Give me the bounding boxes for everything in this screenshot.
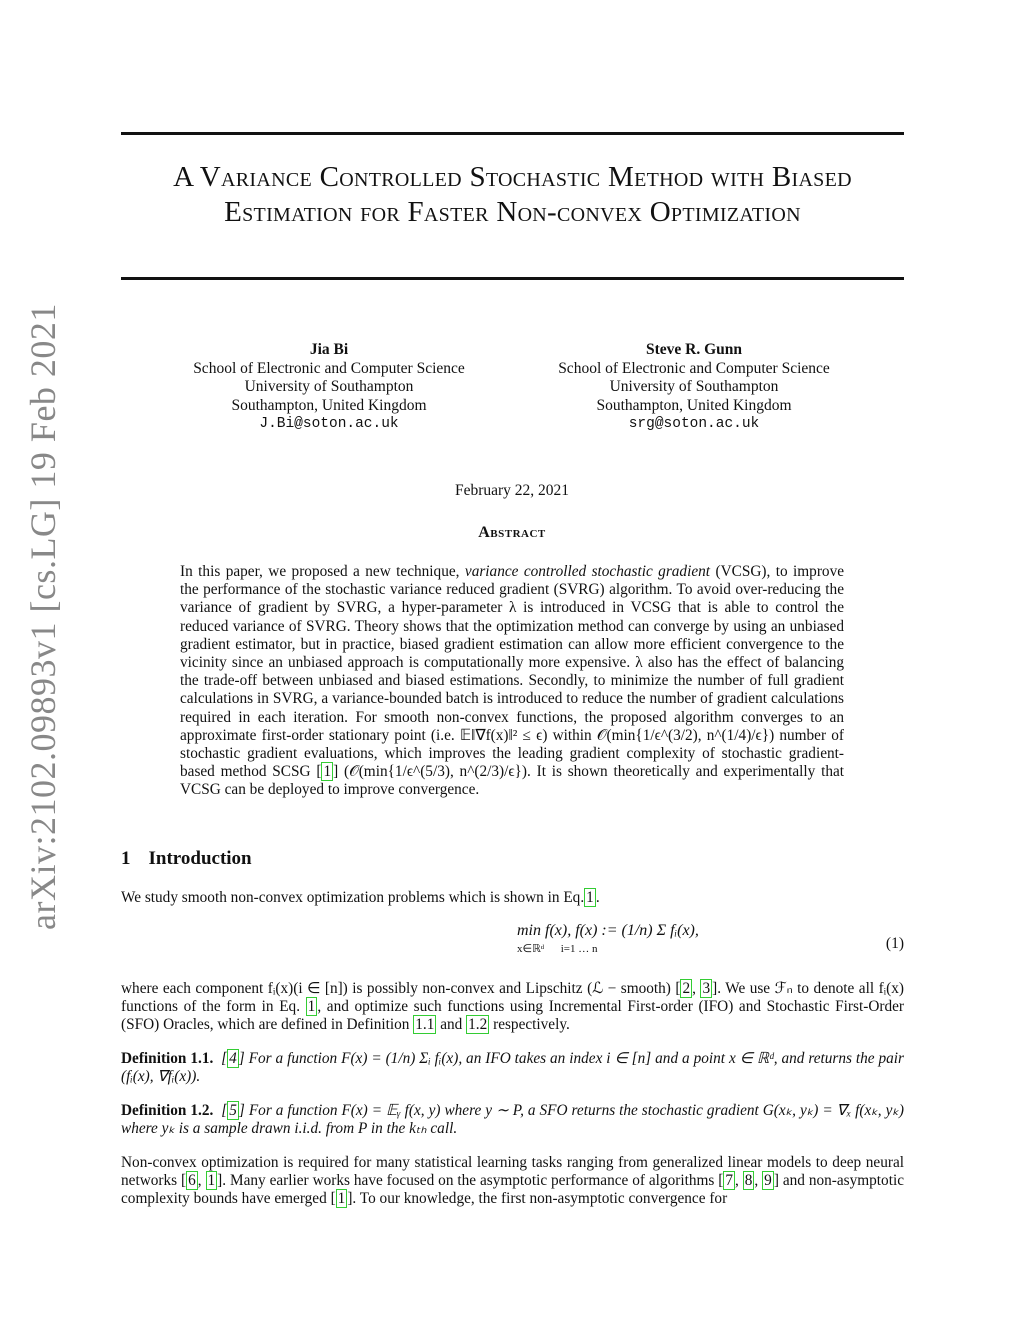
definition-1-2: Definition 1.2. [ 5 ] For a function F(x) = 𝔼ᵧ f(x, y) where y ∼ P, a SFO returns the stochastic gradient G(xₖ, yₖ) = ∇ₓ f(xₖ, yₖ) where yₖ is a sample drawn i.i.d. from P in the kₜₕ call. [121, 1102, 904, 1138]
abstract-part: (VCSG), to improve the performance of the stochastic variance reduced gradient (SVRG) algorithm. To avoid over-reducing the variance of gradient by SVRG, a hyper-parameter λ is introduced in VCSG that is able to control the reduced variance of SVRG. Theory shows that the optimization method can converge by using an unbiased gradient estimator, but in practice, biased gradient estimation can allow more efficient convergence to the vicinity since an unbiased approach is computationally more expensive. λ also has the effect of balancing the trade-off between unbiased and biased estimations. Secondly, to minimize the number of full gradient calculations in SVRG, a variance-bounded batch is introduced to reduce the number of gradient calculations required in each iteration. For smooth non-convex functions, the proposed algorithm converges to an approximate first-order stationary point (i.e. 𝔼‖∇f(x)‖² ≤ ϵ) within 𝒪(min{1/ϵ^(3/2), n^(1/4)/ϵ}) number of stochastic gradient evaluations, which improves the leading gradient complexity of stochastic gradient-based method SCSG [ [180, 563, 845, 781]
para-text: where each component fᵢ(x)(i ∈ [n]) is possibly non-convex and Lipschitz (ℒ − smooth) [ [121, 980, 681, 997]
citation-link[interactable]: 3 [702, 980, 711, 997]
section-heading [121, 848, 252, 870]
citation-link[interactable]: 1 [323, 763, 332, 781]
author-univ: University of Southampton [609, 378, 779, 395]
author-name: Steve R. Gunn [645, 341, 743, 358]
abstract-text [180, 563, 844, 800]
arxiv-side-stamp: arXiv:2102.09893v1 [cs.LG] 19 Feb 2021 [23, 303, 63, 930]
paragraph-nonconvex: Non-convex optimization is required for many statistical learning tasks ranging from generalized linear models to deep neural networks [ 6 , 1 ]. Many earlier works have focused on the asymptotic performance of algorithms [ 7 , 8 , 9 ] and non-asymptotic complexity bounds have emerged [ 1 ]. To our knowledge, the first non-asymptotic convergence for [121, 1154, 904, 1208]
intro-paragraph: We study smooth non-convex optimization problems which is shown in Eq. 1 . [121, 889, 600, 906]
section-title: Introduction [148, 848, 252, 869]
citation-link[interactable]: 1 [337, 1190, 346, 1208]
author-univ: University of Southampton [244, 378, 414, 395]
citation-link[interactable]: 4 [229, 1050, 237, 1067]
para-text: ]. We use ℱₙ to denote all fᵢ(x) functions of the form in Eq. [121, 980, 905, 1016]
equation-sum-range: i=1 … n [560, 943, 598, 955]
para-text: ]. To our knowledge, the first non-asymptotic convergence for [347, 1190, 728, 1208]
definition-text: For a function F(x) = (1/n) Σᵢ fᵢ(x), an IFO takes an index i ∈ [n] and a point x ∈ ℝᵈ, and returns the pair (fᵢ(x), ∇fᵢ(x)). [121, 1050, 904, 1086]
citation-link[interactable]: 1 [207, 1172, 216, 1190]
definition-link[interactable]: 1.1 [415, 1016, 435, 1034]
paper-date: February 22, 2021 [454, 482, 570, 499]
equation-text: min f(x), f(x) := (1/n) Σ fᵢ(x), [517, 922, 699, 939]
para-text: , and optimize such functions using Incremental First-order (IFO) and Stochastic First-Order (SFO) Oracles, which are defined in Definition [121, 998, 904, 1034]
abstract-part: ] (𝒪(min{1/ϵ^(5/3), n^(2/3)/ϵ}). It is shown theoretically and experimentally that VCSG can be deployed to improve convergence. [180, 763, 845, 799]
definition-1-1: Definition 1.1. [ 4 ] For a function F(x) = (1/n) Σᵢ fᵢ(x), an IFO takes an index i ∈ [n] and a point x ∈ ℝᵈ, and returns the pair (fᵢ(x), ∇fᵢ(x)). [121, 1050, 904, 1086]
abstract-heading: Abstract [478, 524, 546, 541]
citation-link[interactable]: 5 [229, 1102, 237, 1119]
equation-body [517, 922, 699, 955]
citation-link[interactable]: 6 [188, 1172, 196, 1190]
equation-link[interactable]: 1 [586, 889, 594, 906]
equation-1 [121, 922, 904, 970]
definition-label: Definition 1.1. [121, 1050, 214, 1067]
citation-link[interactable]: 7 [725, 1172, 733, 1190]
para-text: ]. Many earlier works have focused on the asymptotic performance of algorithms [ [217, 1172, 724, 1190]
definition-link[interactable]: 1.2 [468, 1016, 488, 1034]
author-dept: School of Electronic and Computer Science [193, 359, 465, 377]
author-email[interactable]: J.Bi@soton.ac.uk [259, 416, 399, 432]
para-text: and [440, 1016, 463, 1034]
citation-link[interactable]: 2 [682, 980, 691, 997]
intro-text: We study smooth non-convex optimization problems which is shown in Eq. [121, 889, 585, 906]
equation-number: (1) [885, 935, 904, 952]
author-block-1 [149, 341, 509, 434]
para-text: Non-convex optimization is required for many statistical learning tasks ranging from generalized linear models to deep neural networks [ [121, 1154, 904, 1190]
abstract-part: In this paper, we proposed a new technique, [180, 563, 460, 580]
title-top-rule [121, 132, 904, 135]
definition-text: For a function F(x) = 𝔼ᵧ f(x, y) where y ∼ P, a SFO returns the stochastic gradient G(xₖ, yₖ) = ∇ₓ f(xₖ, yₖ) where yₖ is a sample drawn i.i.d. from P in the kₜₕ call. [121, 1102, 904, 1138]
author-location: Southampton, United Kingdom [596, 396, 792, 414]
definition-label: Definition 1.2. [121, 1102, 214, 1119]
citation-link[interactable]: 8 [744, 1172, 753, 1190]
author-block-2 [514, 341, 874, 434]
author-dept: School of Electronic and Computer Science [558, 359, 830, 377]
para-text: respectively. [493, 1016, 570, 1034]
equation-link[interactable]: 1 [307, 998, 316, 1016]
paragraph-oracles: where each component fᵢ(x)(i ∈ [n]) is possibly non-convex and Lipschitz (ℒ − smooth) [ 2 , 3 ]. We use ℱₙ to denote all fᵢ(x) functions of the form in Eq. 1 , and optimize such functions using Incremental First-order (IFO) and Stochastic First-Order (SFO) Oracles, which are defined in Definition 1.1 and 1.2 respectively. [121, 980, 905, 1034]
author-email[interactable]: srg@soton.ac.uk [628, 416, 760, 432]
citation-link[interactable]: 9 [764, 1172, 772, 1190]
abstract-emphasis: variance controlled stochastic gradient [464, 563, 711, 580]
para-text: ] and non-asymptotic complexity bounds have emerged [ [121, 1172, 904, 1208]
paper-title: A Variance Controlled Stochastic Method with Biased Estimation for Faster Non-convex Optimization [173, 161, 852, 228]
equation-subscript: x∈ℝᵈ [517, 943, 545, 955]
author-name: Jia Bi [309, 341, 349, 358]
title-bottom-rule [121, 277, 904, 280]
section-number: 1 [121, 848, 131, 869]
author-location: Southampton, United Kingdom [231, 396, 427, 414]
